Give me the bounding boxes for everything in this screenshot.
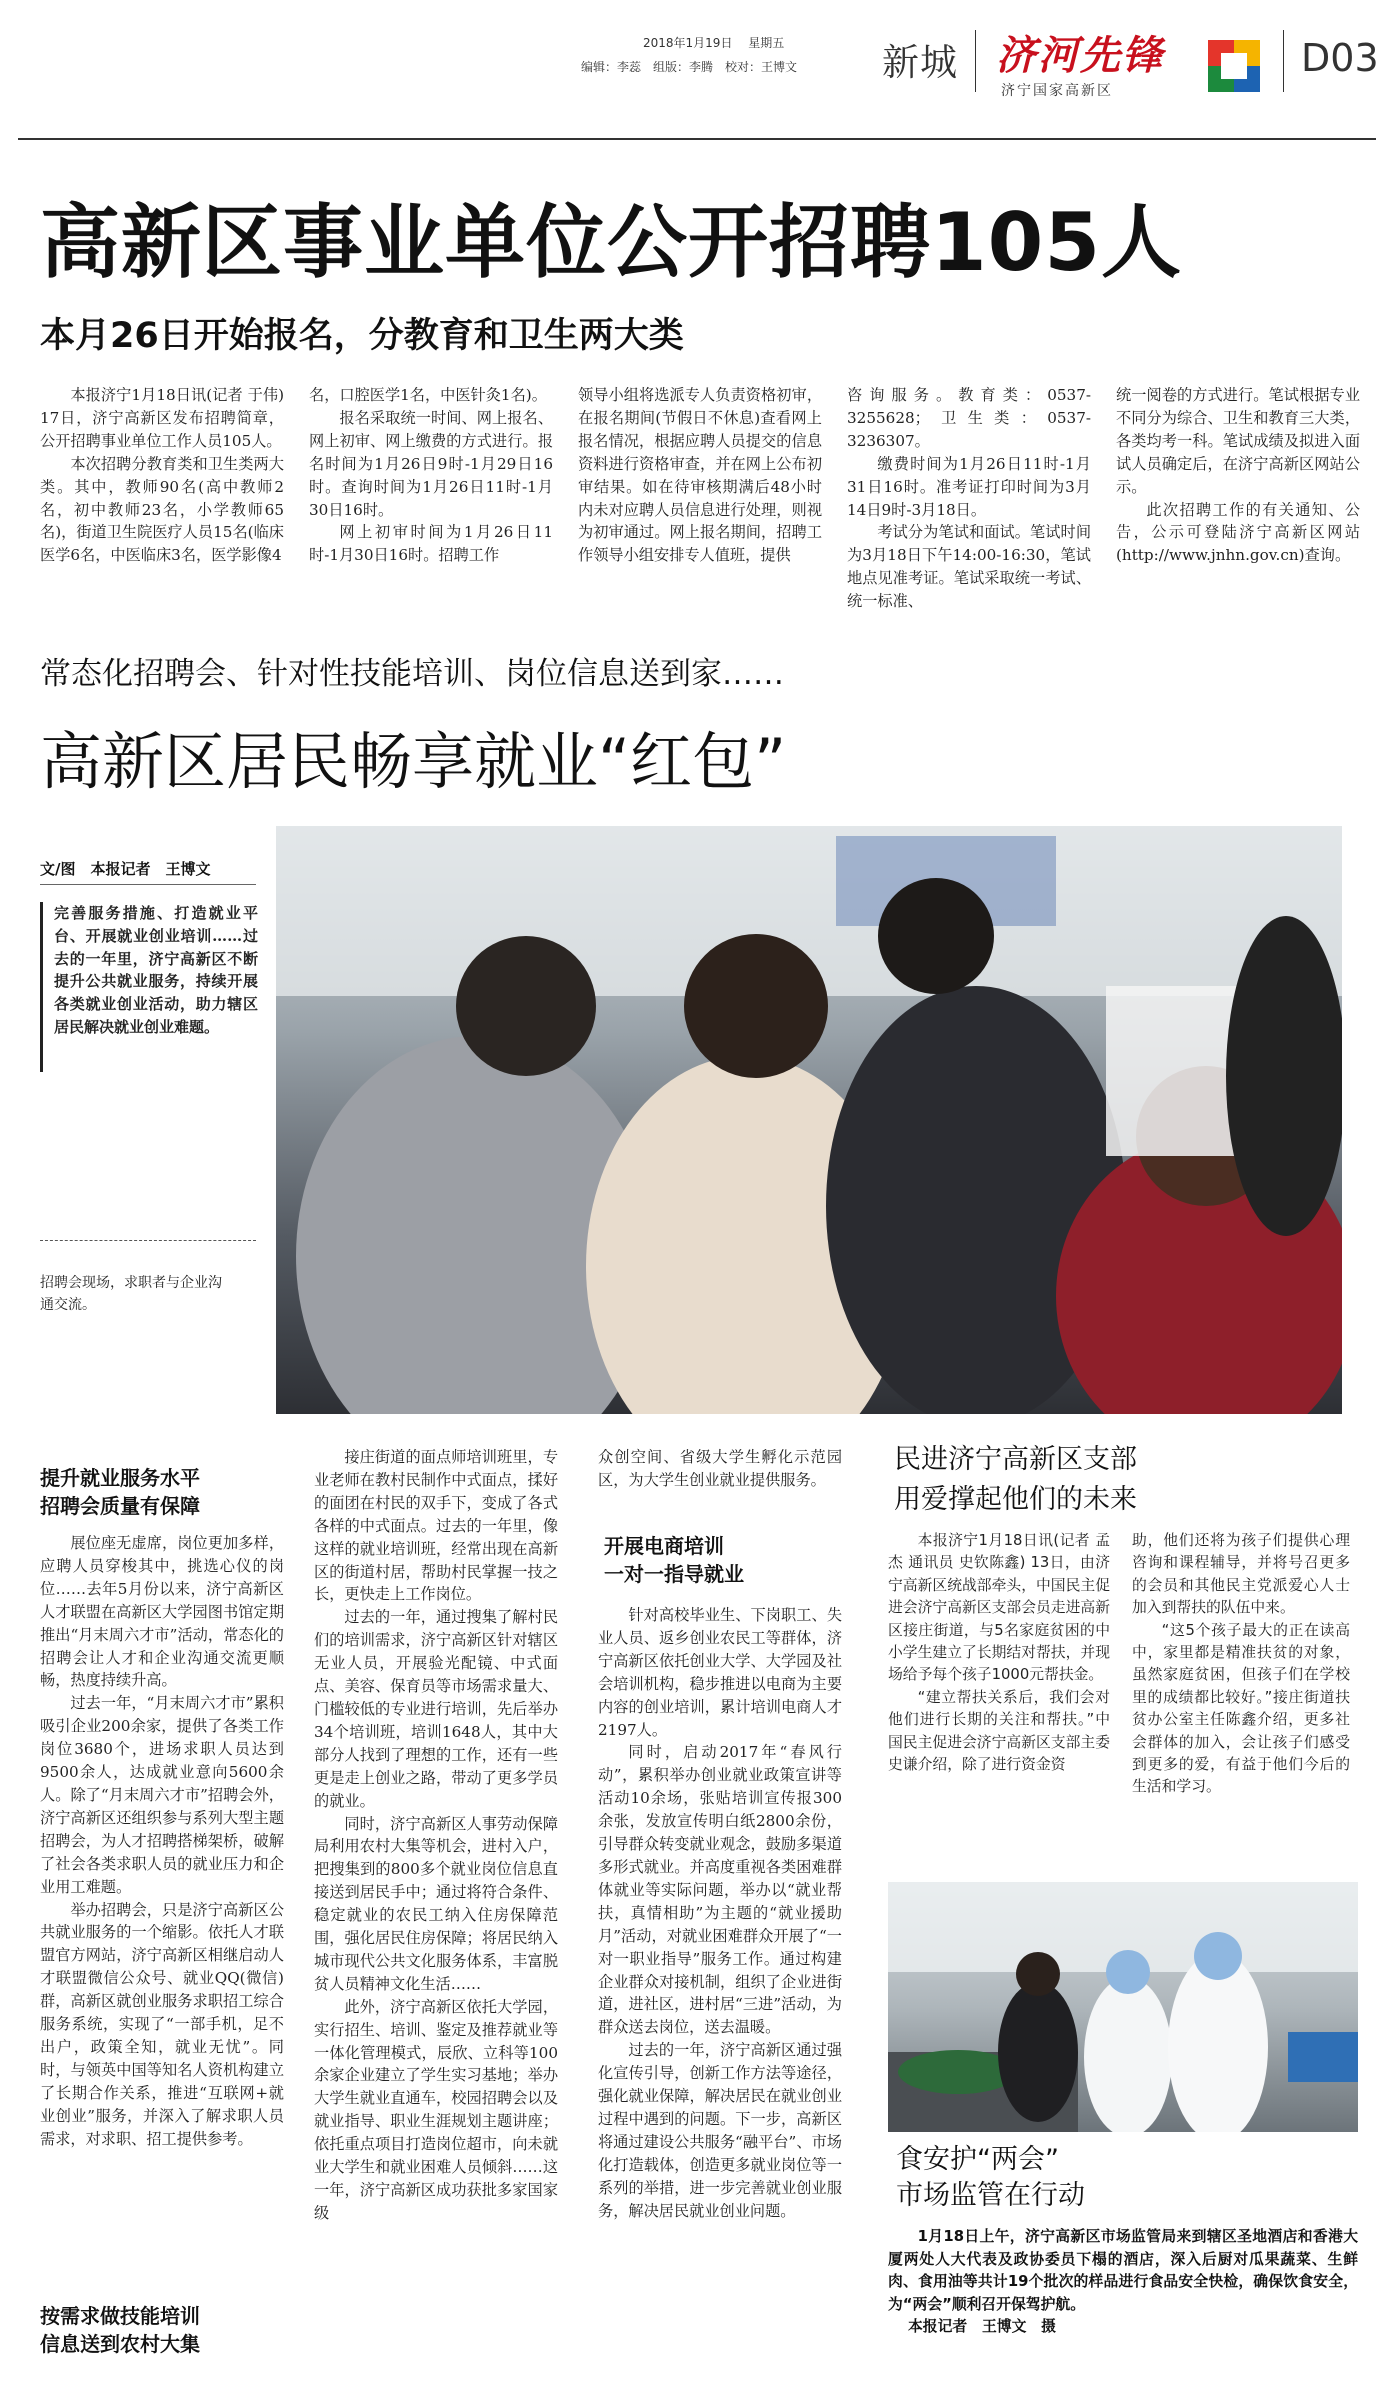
paragraph: 领导小组将选派专人负责资格初审，在报名期间(节假日不休息)查看网上报名情况，根据应聘人员提交的信息资料进行资格审查，并在网上公布初审结果。如在待审核期满后48小时内未对应聘人员信息进行处理，则视为初审通过。网上报名期间，招聘工作领导小组安排专人值班，提供 bbox=[578, 386, 822, 565]
staff-credits: 编辑：李蕊 组版：李腾 校对：王博文 bbox=[581, 60, 798, 74]
article2-kicker: 常态化招聘会、针对性技能培训、岗位信息送到家…… bbox=[40, 656, 784, 692]
paragraph: 举办招聘会，只是济宁高新区公共就业服务的一个缩影。依托人才联盟官方网站，济宁高新区相继启动人才联盟微信公众号、就业QQ(微信)群，高新区就创业服务求职招工综合服务系统，实现了“一部手机，足不出户，政策全知，就业无忧”。同时，与领英中国等知名人资机构建立了长期合作关系，推进“互联网+就业创业”服务，并深入了解求职人员需求，对求职、招工提供参考。 bbox=[40, 1900, 284, 2148]
article1-col4 bbox=[847, 384, 1091, 619]
article2-col3b bbox=[598, 1604, 842, 2376]
article4-body: 1月18日上午，济宁高新区市场监管局来到辖区圣地酒店和香港大厦两处人大代表及政协委员下榻的酒店，深入后厨对瓜果蔬菜、生鲜肉、食用油等共计19个批次的样品进行食品安全快检，确保饮食安全，为“两会”顺利召开保驾护航。 bbox=[888, 2228, 1358, 2313]
paragraph: 本报济宁1月18日讯(记者 孟杰 通讯员 史钦陈鑫) 13日，由济宁高新区统战部牵头，中国民主促进会济宁高新区支部会员走进高新区接庄街道，与5名家庭贫困的中小学生建立了长期结对帮扶，并现场给予每个孩子1000元帮扶金。 bbox=[888, 1532, 1110, 1684]
article2-intro: 完善服务措施、打造就业平台、开展就业创业培训……过去的一年里，济宁高新区不断提升公共就业服务，持续开展各类就业创业活动，助力辖区居民解决就业创业难题。 bbox=[54, 904, 258, 1036]
paragraph: 此次招聘工作的有关通知、公告，公示可登陆济宁高新区网站(http://www.jnhn.gov.cn)查询。 bbox=[1116, 500, 1360, 565]
paragraph: 报名采取统一时间、网上报名、网上初审、网上缴费的方式进行。报名时间为1月26日9时-1月29日16时。查询时间为1月26日11时-1月30日16时。 bbox=[309, 408, 553, 519]
article4-headline: 食安护“两会” 市场监管在行动 bbox=[896, 2144, 1085, 2211]
photo-scene bbox=[276, 826, 1342, 1414]
date: 2018年1月19日 bbox=[643, 36, 733, 50]
issue-date bbox=[643, 34, 784, 53]
paragraph: 过去一年，“月末周六才市”累积吸引企业200余家，提供了各类工作岗位3680个，进场求职人员达到9500余人，达成就业意向5600余人。除了“月末周六才市”招聘会外，济宁高新区还组织参与系列大型主题招聘会，为人才招聘搭梯架桥，破解了社会各类求职人员的就业压力和企业用工难题。 bbox=[40, 1694, 284, 1896]
paragraph: 接庄街道的面点师培训班里，专业老师在教村民制作中式面点，揉好的面团在村民的双手下，变成了各式各样的中式面点。过去的一年里，像这样的就业培训班，经常出现在高新区的街道村居，帮助村民掌握一技之长，更快走上工作岗位。 bbox=[314, 1448, 558, 1604]
article3-headline: 民进济宁高新区支部 用爱撑起他们的未来 bbox=[894, 1444, 1137, 1515]
masthead-divider-2 bbox=[1283, 30, 1284, 92]
article2-byline: 文/图 本报记者 王博文 bbox=[40, 860, 211, 878]
photo-scene bbox=[888, 1882, 1358, 2132]
section-name: 新城 bbox=[882, 41, 958, 84]
paragraph: 众创空间、省级大学生孵化示范园区，为大学生创业就业提供服务。 bbox=[598, 1448, 842, 1489]
paragraph: 本报济宁1月18日讯(记者 于伟) 17日，济宁高新区发布招聘简章，公开招聘事业单位工作人员105人。 bbox=[40, 386, 284, 450]
article2-subhead-2: 按需求做技能培训 信息送到农村大集 bbox=[40, 2304, 200, 2356]
article4-text bbox=[888, 2226, 1358, 2339]
article2-col1 bbox=[40, 1532, 284, 2266]
paragraph: 统一阅卷的方式进行。笔试根据专业不同分为综合、卫生和教育三大类，各类均考一科。笔试成绩及拟进入面试人员确定后，在济宁高新区网站公示。 bbox=[1116, 386, 1360, 496]
paragraph: “这5个孩子最大的正在读高中，家里都是精准扶贫的对象，虽然家庭贫困，但孩子们在学校里的成绩都比较好。”接庄街道扶贫办公室主任陈鑫介绍，更多社会群体的加入，会让孩子们感受到更多的爱，有益于他们今后的生活和学习。 bbox=[1132, 1621, 1350, 1796]
paragraph: “建立帮扶关系后，我们会对他们进行长期的关注和帮扶。”中国民主促进会济宁高新区支部主委史谦介绍，除了进行资金资 bbox=[888, 1688, 1110, 1774]
paragraph: 缴费时间为1月26日11时-1月31日16时。准考证打印时间为3月14日9时-3月18日。 bbox=[847, 454, 1091, 519]
paragraph: 本次招聘分教育类和卫生类两大类。其中，教师90名(高中教师2名，初中教师23名，小学教师65名)，街道卫生院医疗人员15名(临床医学6名，中医临床3名，医学影像4 bbox=[40, 454, 284, 565]
paper-name: 济河先锋 bbox=[996, 32, 1164, 79]
article1-subheadline: 本月26日开始报名，分教育和卫生两大类 bbox=[40, 316, 684, 356]
paragraph: 咨询服务。教育类：0537-3255628；卫生类：0537-3236307。 bbox=[847, 386, 1091, 450]
photo-caption: 招聘会现场，求职者与企业沟通交流。 bbox=[40, 1275, 222, 1313]
paragraph: 名，口腔医学1名，中医针灸1名)。 bbox=[309, 386, 547, 404]
paragraph: 此外，济宁高新区依托大学园，实行招生、培训、鉴定及推荐就业等一体化管理模式，辰欣、立科等100余家企业建立了学生实习基地；举办大学生就业直通车，校园招聘会以及就业指导、职业生涯规划主题讲座；依托重点项目打造岗位超市，向未就业大学生和就业困难人员倾斜……这一年，济宁高新区成功获批多家国家级 bbox=[314, 1997, 558, 2222]
article2-col3a bbox=[598, 1446, 842, 1516]
article1-headline: 高新区事业单位公开招聘105人 bbox=[40, 196, 1182, 289]
article3-col1 bbox=[888, 1530, 1110, 1840]
caption-rule bbox=[40, 1240, 256, 1241]
paragraph: 过去的一年，济宁高新区通过强化宣传引导，创新工作方法等途径，强化就业保障，解决居民在就业创业过程中遇到的问题。下一步，高新区将通过建设公共服务“融平台”、市场化打造载体，创造更多就业岗位等一系列的举措，进一步完善就业创业服务，解决居民就业创业问题。 bbox=[598, 2041, 842, 2220]
article3-col2 bbox=[1132, 1530, 1350, 1840]
article2-subhead-1: 提升就业服务水平 招聘会质量有保障 bbox=[40, 1466, 200, 1518]
region-name: 济宁国家高新区 bbox=[1001, 83, 1113, 99]
paragraph: 同时，济宁高新区人事劳动保障局利用农村大集等机会，进村入户，把搜集到的800多个就业岗位信息直接送到居民手中；通过将符合条件、稳定就业的农民工纳入住房保障范围，强化居民住房保障；将居民纳入城市现代公共文化服务体系，丰富脱贫人员精神文化生活…… bbox=[314, 1814, 558, 1993]
logo-icon bbox=[1208, 40, 1260, 92]
article2-headline: 高新区居民畅享就业“红包” bbox=[40, 725, 787, 798]
article1-col1 bbox=[40, 384, 284, 619]
paragraph: 考试分为笔试和面试。笔试时间为3月18日下午14:00-16:30，笔试地点见准考证。笔试采取统一考试、统一标准、 bbox=[847, 523, 1091, 611]
article1-col3 bbox=[578, 384, 822, 619]
paragraph: 展位座无虚席，岗位更加多样，应聘人员穿梭其中，挑选心仪的岗位……去年5月份以来，济宁高新区人才联盟在高新区大学园图书馆定期推出“月末周六才市”活动，常态化的招聘会让人才和企业沟通交流更顺畅，热度持续升高。 bbox=[40, 1534, 284, 1690]
paragraph: 同时，启动2017年“春风行动”，累积举办创业就业政策宣讲等活动10余场，张贴培训宣传报300余张，发放宣传明白纸2800余份，引导群众转变就业观念，鼓励多渠道多形式就业。并高度重视各类困难群体就业等实际问题，举办以“就业帮扶，真情相助”为主题的“就业援助月”活动，对就业困难群众开展了“一对一职业指导”服务工作。通过构建企业群众对接机制，组织了企业进街道，进社区，进村居“三进”活动，为群众送去岗位，送去温暖。 bbox=[598, 1743, 842, 2037]
page-number: D03 bbox=[1301, 36, 1379, 80]
paragraph: 助，他们还将为孩子们提供心理咨询和课程辅导，并将号召更多的会员和其他民主党派爱心人士加入到帮扶的队伍中来。 bbox=[1132, 1532, 1350, 1617]
masthead-rule bbox=[18, 138, 1376, 140]
paragraph: 网上初审时间为1月26日11时-1月30日16时。招聘工作 bbox=[309, 523, 553, 565]
job-fair-photo bbox=[276, 826, 1342, 1414]
weekday: 星期五 bbox=[748, 36, 785, 50]
article4-credit: 本报记者 王博文 摄 bbox=[908, 2318, 1056, 2336]
article1-col5 bbox=[1116, 384, 1360, 619]
article2-subhead-3: 开展电商培训 一对一指导就业 bbox=[604, 1534, 744, 1586]
food-safety-photo bbox=[888, 1882, 1358, 2132]
paragraph: 针对高校毕业生、下岗职工、失业人员、返乡创业农民工等群体，济宁高新区依托创业大学、大学园及社会培训机构，稳步推进以电商为主要内容的创业培训，累计培训电商人才2197人。 bbox=[598, 1606, 842, 1739]
masthead-divider bbox=[975, 30, 976, 92]
paragraph: 过去的一年，通过搜集了解村民们的培训需求，济宁高新区针对辖区无业人员，开展验光配镜、中式面点、美容、保育员等市场需求量大、门槛较低的专业进行培训，先后举办34个培训班，培训1648人，其中大部分人找到了理想的工作，还有一些更是走上创业之路，带动了更多学员的就业。 bbox=[314, 1608, 558, 1810]
article2-intro-bar bbox=[40, 902, 43, 1072]
byline-rule bbox=[40, 884, 256, 885]
article2-col2 bbox=[314, 1446, 558, 2372]
article1-col2 bbox=[309, 384, 553, 619]
